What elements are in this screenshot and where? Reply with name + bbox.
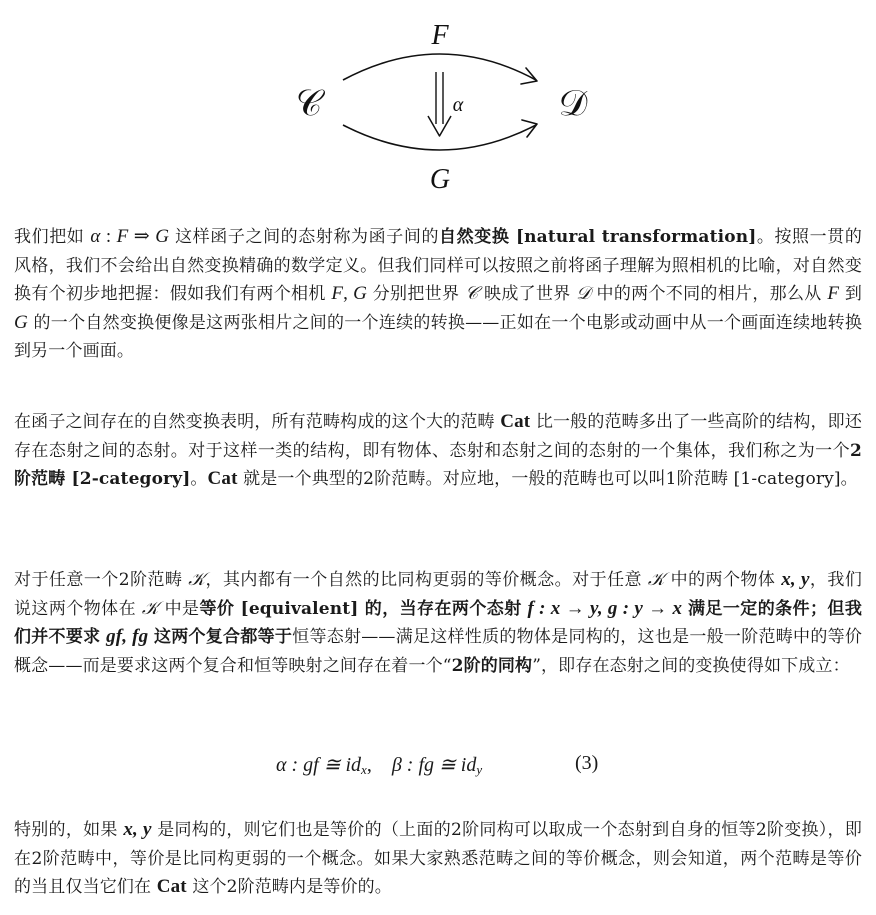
p1-bold-term: 自然变换 [natural transformation]	[439, 227, 757, 247]
label-D: 𝒟	[558, 83, 588, 124]
p3-math-K2: 𝒦	[647, 569, 665, 590]
p2-cat-1: Cat	[500, 411, 531, 432]
p2-cat-2: Cat	[207, 468, 238, 489]
arrow-F	[343, 54, 536, 80]
eq-alpha: α	[276, 754, 287, 776]
p1-text-3: 。按照一贯的风格，我们不会给出自然变换精确的数学定义。但我们同样可以按照之前将函子理解为照相机的比喻，对自然变换有个初步地把握：假如我们有两个相机	[14, 227, 862, 304]
equation-number: (3)	[575, 752, 599, 774]
p4-cat: Cat	[156, 876, 187, 897]
equation-3	[0, 752, 876, 782]
eq-beta: β	[391, 754, 402, 776]
p3-bold-3: 这两个复合都等于	[153, 627, 293, 647]
p1-text-7: 到	[844, 284, 862, 304]
p1-math-comma: ,	[343, 283, 354, 304]
p2-bold-term: 2阶范畴 [2-category]	[14, 440, 862, 489]
p1-math-D: 𝒟	[576, 283, 591, 304]
p1-text-2: 这样函子之间的态射称为函子间的	[175, 227, 440, 247]
natural-transformation-diagram	[0, 0, 876, 205]
p1-text-1: 我们把如	[14, 227, 85, 247]
p3-text-1: 对于任意一个2阶范畴	[14, 570, 183, 590]
p1-text-6: 中的两个不同的相片，那么从	[596, 284, 822, 304]
p3-text-6: 恒等态射——满足这样性质的物体是同构的，这也是一般一阶范畴中的等价概念——而是要求这两个复合和恒等映射之间存在着一个“	[14, 627, 863, 676]
eq-part-1: : gf ≅ id	[286, 754, 362, 776]
p3-math-K3: 𝒦	[141, 597, 159, 619]
p1-math-arrow: ⇒	[128, 226, 156, 247]
label-G: G	[429, 164, 451, 195]
p1-text-5: 映成了世界	[484, 284, 571, 304]
eq-part-2: : fg ≅ id	[401, 754, 477, 776]
p3-text-3: 中的两个物体	[670, 570, 776, 590]
p1-math-G2: G	[353, 283, 367, 304]
equation-body: α : gf ≅ $id_x$, β : fg ≅ $id_y$	[276, 754, 483, 777]
p1-text-4: 分别把世界	[372, 284, 460, 304]
eq-sub-x: x	[361, 762, 367, 777]
diagram-svg	[0, 0, 876, 205]
p1-math-F3: F	[827, 283, 840, 304]
p1-math-F2: F	[331, 283, 344, 304]
paragraph-natural-transformation	[14, 223, 862, 366]
label-alpha: α	[452, 94, 464, 116]
arrow-G	[343, 125, 536, 150]
paragraph-2-category	[14, 408, 862, 494]
p3-bold-4: 2阶的同构	[451, 655, 533, 676]
p2-text-2: 比一般的范畴多出了一些高阶的结构，即还存在态射之间的态射。对于这样一类的结构，即有物体、态射和态射之间的态射的一个集体，我们称之为一个	[14, 412, 862, 461]
p3-math-maps: f : x → y, g : y → x	[527, 597, 683, 619]
p3-text-5: 中是	[164, 598, 200, 619]
p4-text-1: 特别的，如果	[14, 820, 118, 840]
p1-math-G3: G	[14, 311, 28, 333]
paragraph-equivalence	[14, 566, 862, 680]
eq-sub-y: y	[476, 762, 483, 777]
p1-text-8: 的一个自然变换便像是这两张相片之间的一个连续的转换——正如在一个电影或动画中从一个画面连续地转换到另一个画面。	[14, 312, 862, 361]
p4-text-2: 是同构的，则它们也是等价的（上面的2阶同构可以取成一个态射到自身的恒等2阶变换），即在2阶范畴中，等价是比同构更弱的一个概念。如果大家熟悉范畴之间的等价概念，则会知道，两个范畴是等价的当且仅当它们在	[14, 820, 862, 897]
p2-text-1: 在函子之间存在的自然变换表明，所有范畴构成的这个大的范畴	[14, 412, 495, 432]
paragraph-isomorphic-equivalent	[14, 816, 862, 902]
p3-math-xy: x, y	[781, 569, 810, 590]
double-arrow-head	[428, 116, 451, 136]
p3-bold-2: 满足一定的条件；但我们并不要求	[14, 598, 862, 647]
p1-math-colon: :	[100, 226, 117, 247]
p3-math-gf-fg: gf, fg	[106, 626, 149, 647]
p2-text-3: 。	[190, 469, 208, 489]
p3-text-4: ，我们说这两个物体在	[14, 570, 862, 619]
p1-math-F: F	[116, 226, 129, 247]
p1-math-C: 𝒞	[465, 283, 479, 304]
p4-math-xy: x, y	[123, 819, 152, 840]
p3-text-7: ”，即存在态射之间的变换使得如下成立：	[532, 655, 850, 676]
p2-text-4: 就是一个典型的2阶范畴。对应地，一般的范畴也可以叫1阶范畴 [1-category]。	[243, 469, 858, 489]
p3-text-2: ，其内都有一个自然的比同构更弱的等价概念。对于任意	[205, 570, 642, 590]
label-F: F	[431, 20, 449, 51]
p1-math-G: G	[155, 226, 170, 247]
p3-bold-1: 等价 [equivalent] 的，当存在两个态射	[199, 598, 522, 619]
label-C: 𝒞	[295, 83, 323, 124]
p1-math-alpha: α	[90, 226, 101, 247]
p4-text-3: 这个2阶范畴内是等价的。	[192, 877, 392, 897]
p3-math-K1: 𝒦	[188, 569, 206, 590]
